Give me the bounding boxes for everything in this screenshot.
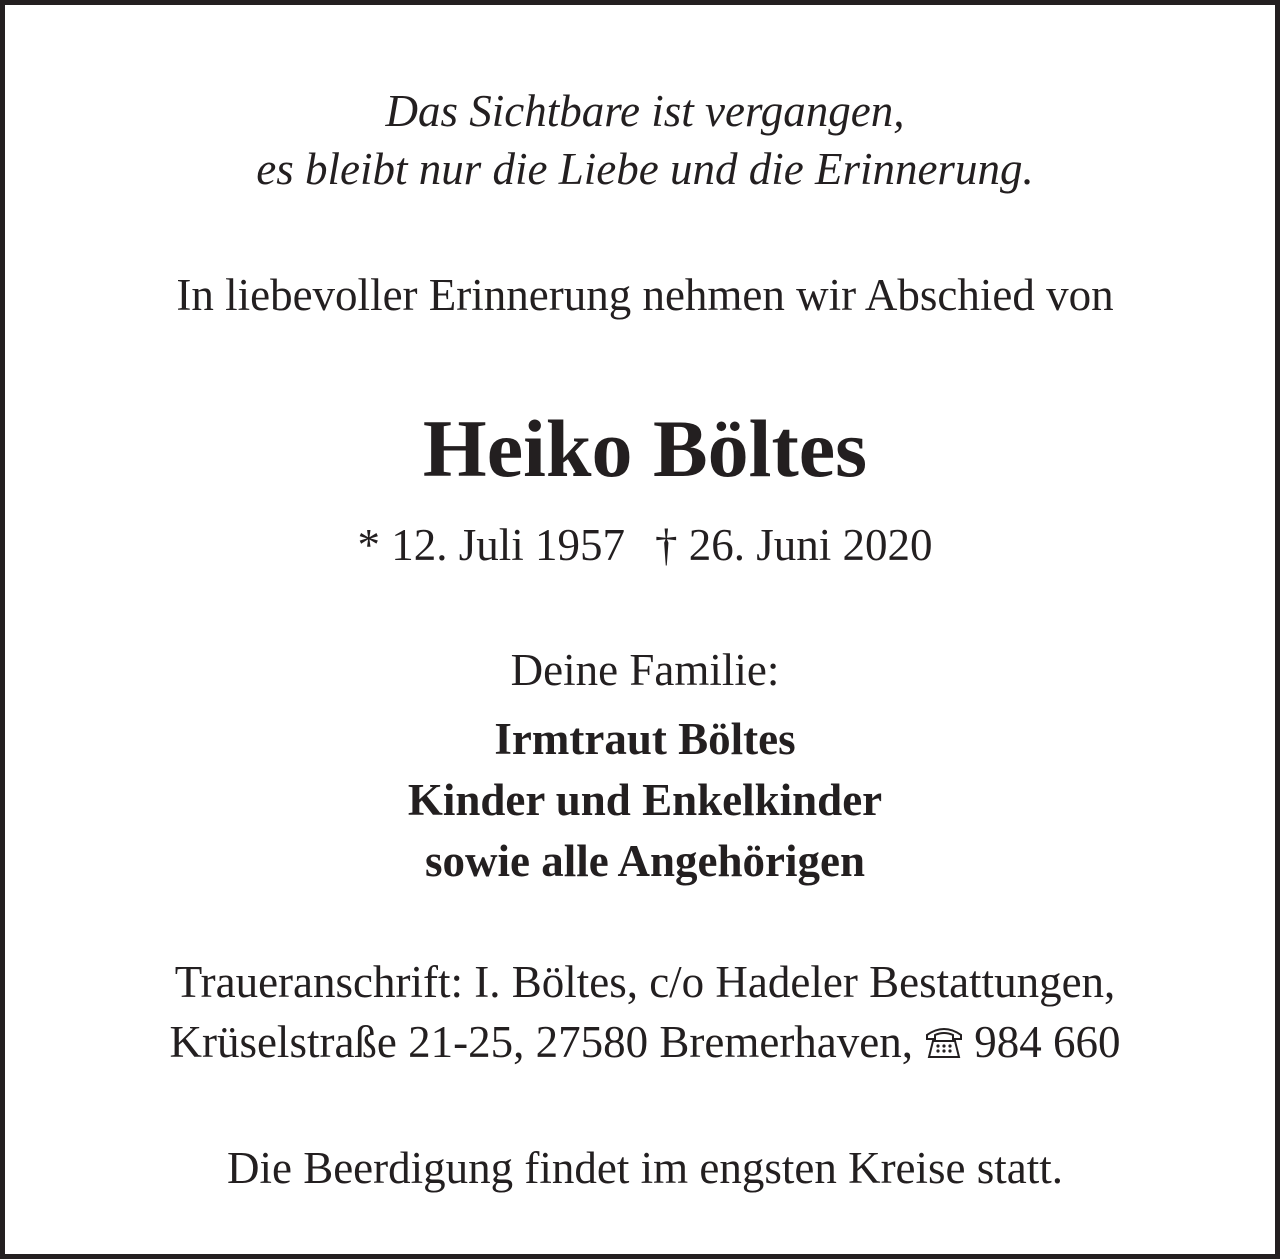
telephone-icon: [924, 1022, 964, 1067]
funeral-note: Die Beerdigung findet im engsten Kreise statt.: [226, 1143, 1064, 1193]
birth-date: * 12. Juli 1957: [357, 520, 625, 570]
street-address: Krüselstraße 21-25, 27580 Bremerhaven,: [169, 1017, 914, 1067]
phone-number: 984 660: [974, 1017, 1121, 1067]
life-dates: [5, 520, 1280, 570]
death-date: † 26. Juni 2020: [655, 520, 933, 570]
motto-line-1: Das Sichtbare ist vergangen,: [385, 86, 905, 136]
intro-text: In liebevoller Erinnerung nehmen wir Abschied von: [176, 270, 1114, 320]
family-member: Irmtraut Böltes: [494, 714, 796, 764]
mourning-address-line-2: [5, 1017, 1280, 1067]
mourning-address-line-1: Traueranschrift: I. Böltes, c/o Hadeler Bestattungen,: [174, 957, 1116, 1007]
family-heading: Deine Familie:: [510, 645, 780, 695]
deceased-name: Heiko Böltes: [422, 403, 868, 494]
family-member: Kinder und Enkelkinder: [407, 775, 883, 825]
motto-line-2: es bleibt nur die Liebe und die Erinnerung.: [256, 144, 1034, 194]
family-member: sowie alle Angehörigen: [425, 836, 865, 886]
